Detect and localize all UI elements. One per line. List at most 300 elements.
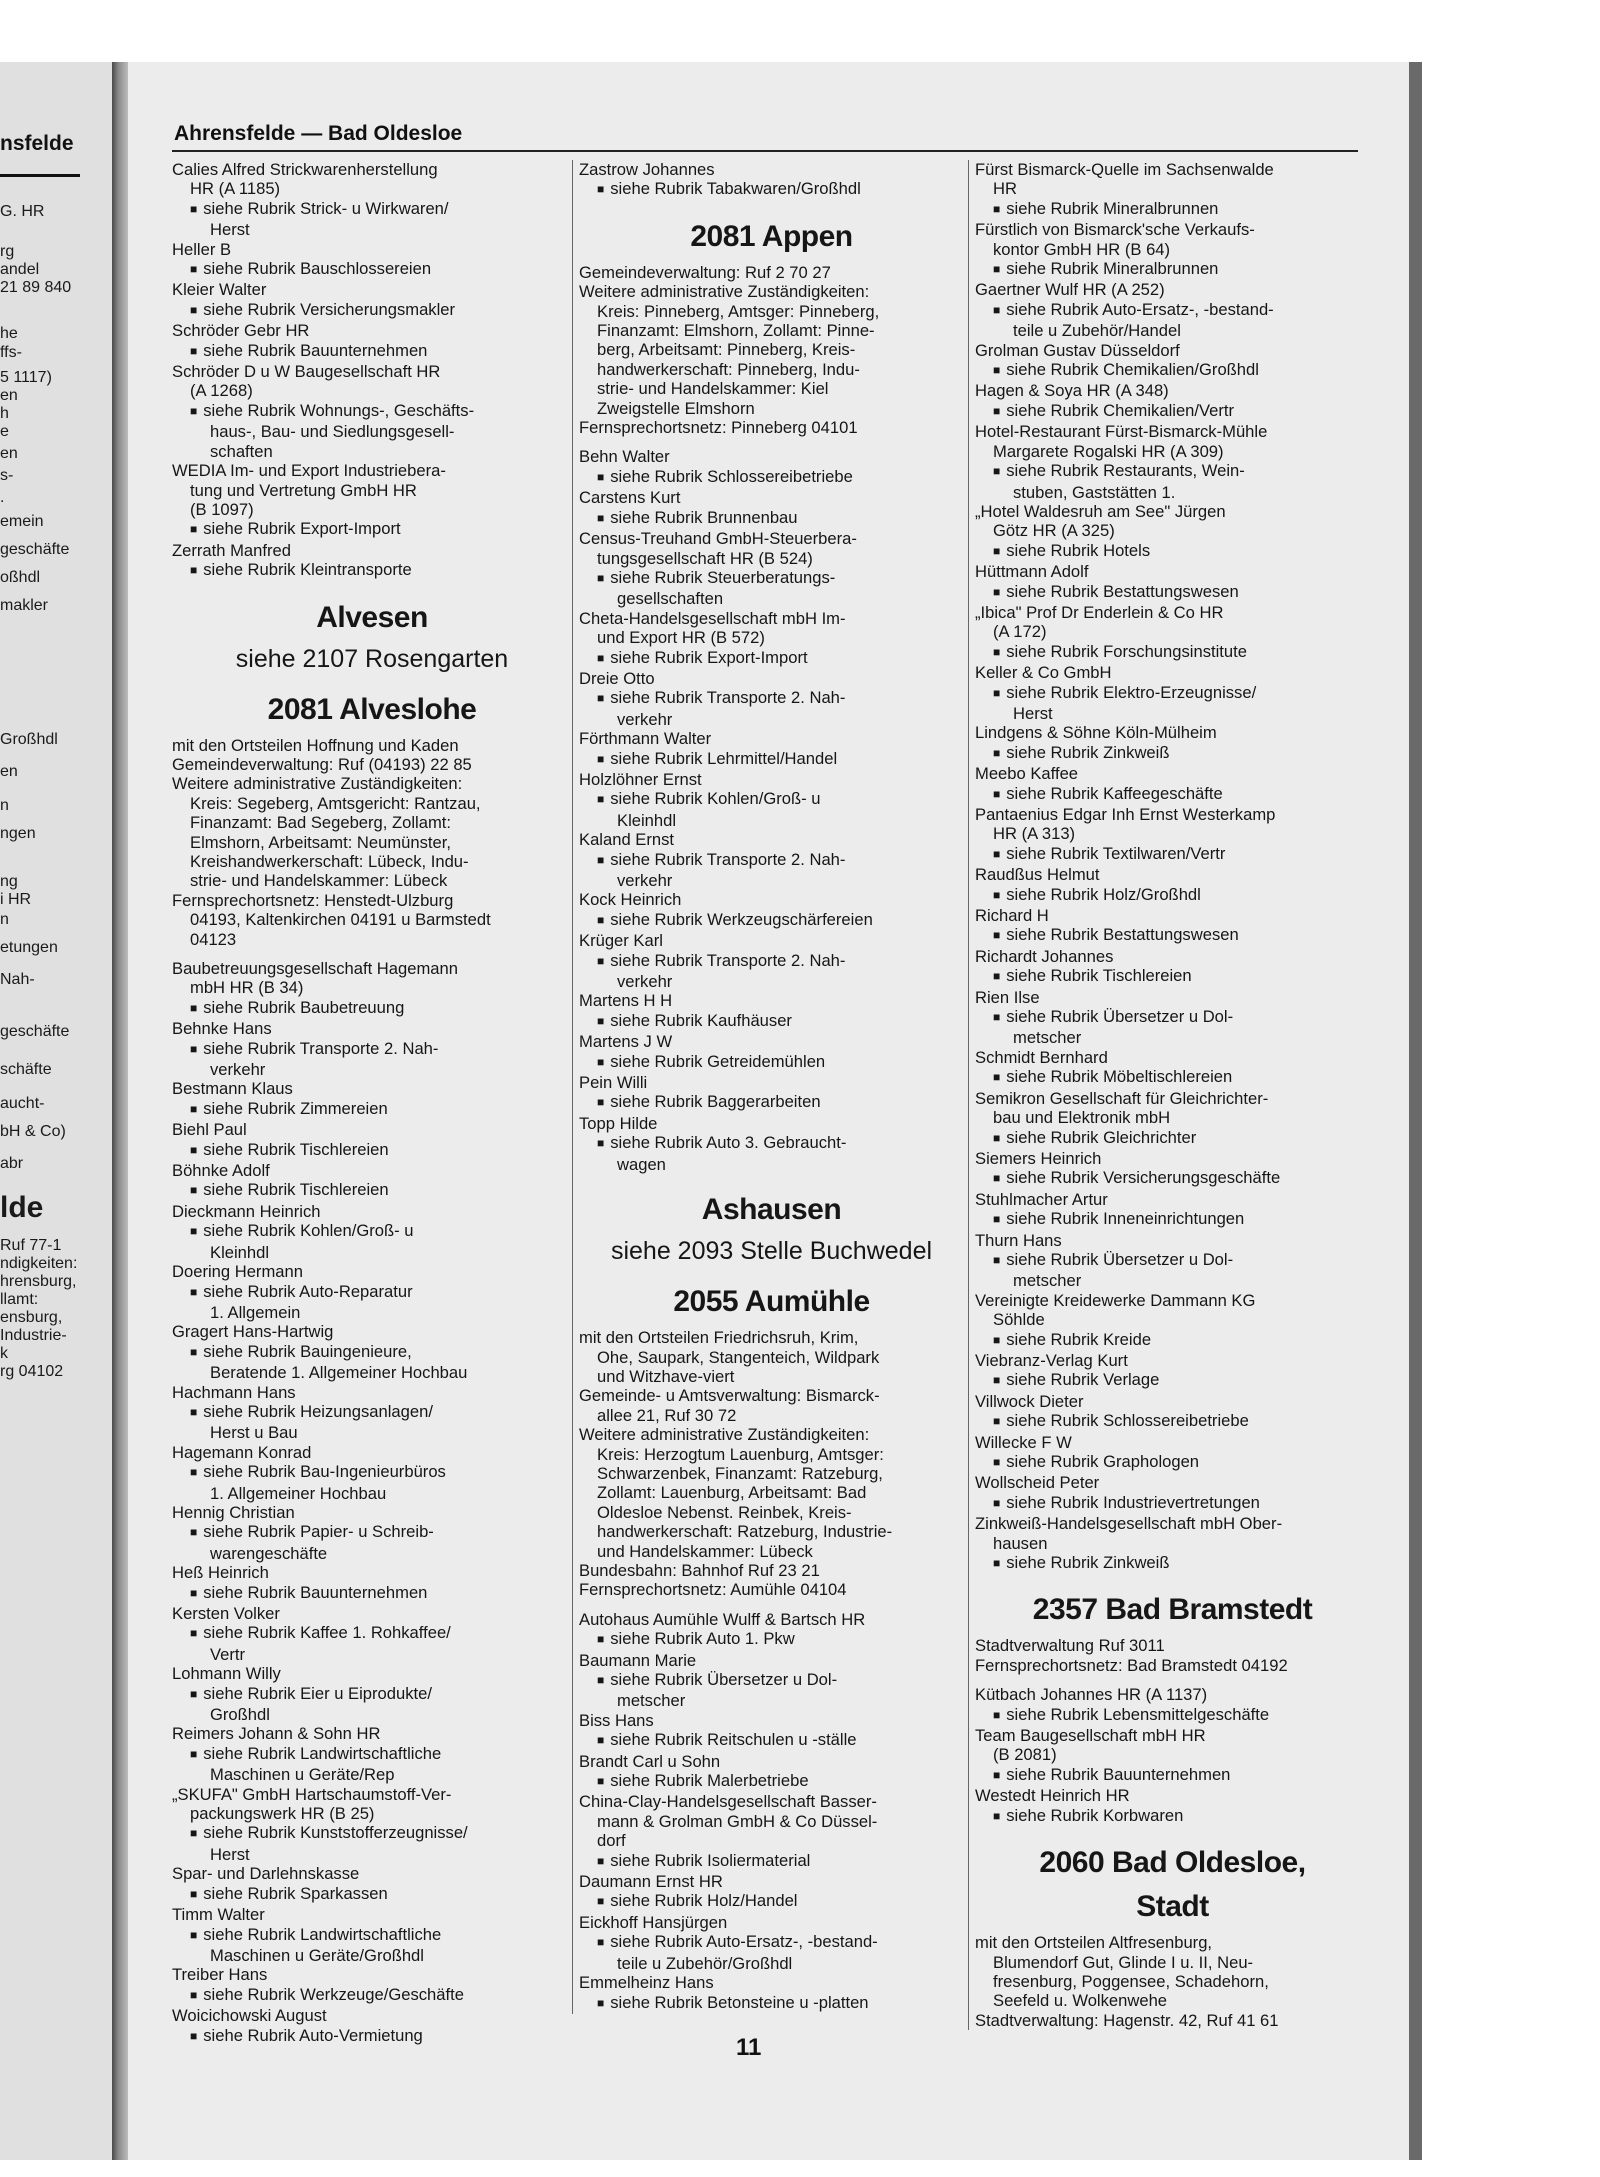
- rubric-reference: ■ siehe Rubrik Bau-Ingenieurbüros: [172, 1462, 572, 1483]
- rubric-reference-continued: stuben, Gaststätten 1.: [1013, 482, 1176, 502]
- right-page-edge: [1409, 62, 1422, 2160]
- rubric-reference: ■ siehe Rubrik Verlage: [975, 1370, 1370, 1391]
- entry-name: Grolman Gustav Düsseldorf: [975, 340, 1180, 360]
- left-page-rule: [0, 174, 80, 177]
- rubric-reference-continued: Herst u Bau: [210, 1423, 298, 1443]
- town-info: Bundesbahn: Bahnhof Ruf 23 21: [579, 1560, 820, 1580]
- town-info-continued: 04123: [190, 929, 237, 949]
- rubric-reference: ■ siehe Rubrik Kaufhäuser: [579, 1011, 964, 1032]
- left-page-fragment: ffs-: [0, 344, 22, 361]
- rubric-reference-continued: Vertr: [210, 1644, 246, 1664]
- left-page-fragment: oßhdl: [0, 569, 41, 586]
- rubric-reference: ■ siehe Rubrik Transporte 2. Nah-: [579, 850, 964, 871]
- rubric-reference: ■ siehe Rubrik Transporte 2. Nah-: [579, 951, 964, 972]
- left-page-header: nsfelde: [0, 132, 74, 155]
- left-page-fragment: ngen: [0, 825, 36, 842]
- entry-name-continued: tungsgesellschaft HR (B 524): [597, 548, 813, 568]
- entry-name: Eickhoff Hansjürgen: [579, 1912, 728, 1932]
- entry-name: Zerrath Manfred: [172, 540, 291, 560]
- entry-name: Cheta-Handelsgesellschaft mbH Im-: [579, 608, 846, 628]
- left-page-fragment: 5 1117): [0, 369, 52, 386]
- entry-name: Hotel-Restaurant Fürst-Bismarck-Mühle: [975, 422, 1268, 442]
- left-page-fragment: s-: [0, 467, 14, 484]
- entry-name-continued: packungswerk HR (B 25): [190, 1804, 375, 1824]
- entry-name: „Ibica" Prof Dr Enderlein & Co HR: [975, 602, 1224, 622]
- entry-name: Daumann Ernst HR: [579, 1872, 723, 1892]
- rubric-reference: ■ siehe Rubrik Möbeltischlereien: [975, 1067, 1370, 1088]
- rubric-reference: ■ siehe Rubrik Inneneinrichtungen: [975, 1209, 1370, 1230]
- entry-name: Raudßus Helmut: [975, 865, 1100, 885]
- town-info-continued: Finanzamt: Elmshorn, Zollamt: Pinne-: [597, 321, 875, 341]
- entry-name-continued: mbH HR (B 34): [190, 978, 304, 998]
- entry-name-continued: HR (A 1185): [190, 179, 281, 199]
- rubric-reference-continued: verkehr: [210, 1060, 266, 1080]
- left-page-fragment: abr: [0, 1155, 24, 1172]
- left-page-fragment: 21 89 840: [0, 279, 72, 296]
- rubric-reference: ■ siehe Rubrik Tischlereien: [172, 1140, 572, 1161]
- entry-name: Pein Willi: [579, 1073, 648, 1093]
- entry-name: Villwock Dieter: [975, 1391, 1084, 1411]
- town-info-continued: Kreis: Pinneberg, Amtsger: Pinneberg,: [597, 301, 880, 321]
- entry-name: Westedt Heinrich HR: [975, 1786, 1130, 1806]
- rubric-reference: ■ siehe Rubrik Papier- u Schreib-: [172, 1522, 572, 1543]
- town-info-continued: Seefeld u. Wolkenwehe: [993, 1991, 1168, 2011]
- entry-name: Behnke Hans: [172, 1019, 272, 1039]
- town-info: Fernsprechortsnetz: Pinneberg 04101: [579, 418, 858, 438]
- entry-name-continued: HR (A 313): [993, 824, 1076, 844]
- entry-name: Gaertner Wulf HR (A 252): [975, 280, 1165, 300]
- left-page-fragment: ensburg,: [0, 1309, 63, 1326]
- town-info-continued: fresenburg, Poggensee, Schadehorn,: [993, 1971, 1269, 1991]
- rubric-reference: ■ siehe Rubrik Zinkweiß: [975, 1553, 1370, 1574]
- rubric-reference: ■ siehe Rubrik Versicherungsgeschäfte: [975, 1168, 1370, 1189]
- entry-name: Treiber Hans: [172, 1965, 268, 1985]
- entry-name: Hüttmann Adolf: [975, 562, 1089, 582]
- entry-name: Calies Alfred Strickwarenherstellung: [172, 160, 438, 179]
- left-page-fragment: rg 04102: [0, 1363, 64, 1380]
- rubric-reference: ■ siehe Rubrik Chemikalien/Großhdl: [975, 360, 1370, 381]
- left-page-fragment: schäfte: [0, 1061, 52, 1078]
- town-info-continued: Zollamt: Lauenburg, Arbeitsamt: Bad: [597, 1483, 867, 1503]
- town-info-continued: 04193, Kaltenkirchen 04191 u Barmstedt: [190, 910, 491, 930]
- rubric-reference: ■ siehe Rubrik Korbwaren: [975, 1806, 1370, 1827]
- rubric-reference: ■ siehe Rubrik Werkzeugschärfereien: [579, 910, 964, 931]
- rubric-reference-continued: 1. Allgemein: [210, 1302, 301, 1322]
- entry-name: Fürstlich von Bismarck'sche Verkaufs-: [975, 220, 1255, 240]
- town-info: mit den Ortsteilen Friedrichsruh, Krim,: [579, 1328, 859, 1348]
- rubric-reference: ■ siehe Rubrik Bauunternehmen: [172, 1583, 572, 1604]
- left-page-fragment: ndigkeiten:: [0, 1255, 78, 1272]
- rubric-reference: ■ siehe Rubrik Isoliermaterial: [579, 1851, 964, 1872]
- town-info-continued: strie- und Handelskammer: Lübeck: [190, 871, 448, 891]
- entry-name: Kock Heinrich: [579, 890, 682, 910]
- entry-name: Viebranz-Verlag Kurt: [975, 1350, 1128, 1370]
- entry-name: Holzlöhner Ernst: [579, 769, 702, 789]
- rubric-reference: ■ siehe Rubrik Mineralbrunnen: [975, 259, 1370, 280]
- entry-name: Meebo Kaffee: [975, 764, 1079, 784]
- column-1: [172, 160, 572, 2047]
- left-page-fragment: i HR: [0, 891, 32, 908]
- rubric-reference: ■ siehe Rubrik Malerbetriebe: [579, 1771, 964, 1792]
- entry-name: Hachmann Hans: [172, 1382, 296, 1402]
- entry-name: Biehl Paul: [172, 1120, 247, 1140]
- entry-name: Bestmann Klaus: [172, 1079, 293, 1099]
- rubric-reference: ■ siehe Rubrik Werkzeuge/Geschäfte: [172, 1985, 572, 2006]
- town-heading: 2357 Bad Bramstedt: [1032, 1593, 1313, 1627]
- town-info: Gemeindeverwaltung: Ruf 2 70 27: [579, 262, 831, 282]
- entry-name: Dreie Otto: [579, 668, 655, 688]
- column-2: [572, 160, 964, 2014]
- left-page-fragment: rg: [0, 243, 15, 260]
- rubric-reference: ■ siehe Rubrik Auto-Reparatur: [172, 1282, 572, 1303]
- town-heading: Alvesen: [316, 600, 428, 634]
- entry-name: Kleier Walter: [172, 280, 267, 300]
- entry-name: Behn Walter: [579, 447, 670, 467]
- rubric-reference-continued: metscher: [617, 1691, 686, 1711]
- entry-name: „SKUFA" GmbH Hartschaumstoff-Ver-: [172, 1784, 452, 1804]
- town-heading: 2055 Aumühle: [673, 1285, 870, 1319]
- entry-name-continued: Götz HR (A 325): [993, 521, 1115, 541]
- rubric-reference: ■ siehe Rubrik Lehrmittel/Handel: [579, 749, 964, 770]
- rubric-reference-continued: Herst: [210, 220, 250, 240]
- left-page-fragment: andel: [0, 261, 40, 278]
- rubric-reference: ■ siehe Rubrik Chemikalien/Vertr: [975, 401, 1370, 422]
- entry-name: Vereinigte Kreidewerke Dammann KG: [975, 1290, 1256, 1310]
- left-page-fragment: k: [0, 1345, 8, 1362]
- entry-name-continued: (B 2081): [993, 1745, 1057, 1765]
- rubric-reference: ■ siehe Rubrik Hotels: [975, 541, 1370, 562]
- rubric-reference: ■ siehe Rubrik Bauunternehmen: [172, 341, 572, 362]
- left-page-fragment: geschäfte: [0, 541, 70, 558]
- entry-name-continued: (A 172): [993, 622, 1047, 642]
- rubric-reference-continued: metscher: [1013, 1271, 1082, 1291]
- rubric-reference-continued: warengeschäfte: [210, 1543, 328, 1563]
- left-page-fragment: aucht-: [0, 1095, 45, 1112]
- town-info-continued: und Handelskammer: Lübeck: [597, 1541, 813, 1561]
- rubric-reference-continued: schaften: [210, 441, 273, 461]
- entry-name: Martens H H: [579, 991, 673, 1011]
- entry-name: Kersten Volker: [172, 1604, 280, 1623]
- rubric-reference-continued: verkehr: [617, 972, 673, 992]
- left-page-fragment: en: [0, 445, 18, 462]
- entry-name: Richardt Johannes: [975, 946, 1114, 966]
- rubric-reference: ■ siehe Rubrik Lebensmittelgeschäfte: [975, 1705, 1370, 1726]
- rubric-reference-continued: Herst: [210, 1844, 250, 1864]
- rubric-reference: ■ siehe Rubrik Strick- u Wirkwaren/: [172, 199, 572, 220]
- page-number: 11: [736, 2034, 762, 2061]
- entry-name: Team Baugesellschaft mbH HR: [975, 1726, 1206, 1746]
- rubric-reference: ■ siehe Rubrik Kreide: [975, 1330, 1370, 1351]
- rubric-reference: ■ siehe Rubrik Export-Import: [172, 519, 572, 540]
- entry-name: Hagen & Soya HR (A 348): [975, 381, 1169, 401]
- left-page-fragment: n: [0, 911, 9, 928]
- rubric-reference-continued: wagen: [617, 1154, 666, 1174]
- left-page-fragment: emein: [0, 513, 44, 530]
- entry-name: Gragert Hans-Hartwig: [172, 1322, 334, 1342]
- rubric-reference-continued: Maschinen u Geräte/Großhdl: [210, 1945, 424, 1965]
- town-info: Gemeinde- u Amtsverwaltung: Bismarck-: [579, 1386, 880, 1406]
- rubric-reference: ■ siehe Rubrik Export-Import: [579, 648, 964, 669]
- town-info-continued: handwerkerschaft: Pinneberg, Indu-: [597, 359, 860, 379]
- entry-name: Schröder D u W Baugesellschaft HR: [172, 362, 441, 382]
- entry-name: Dieckmann Heinrich: [172, 1201, 321, 1221]
- rubric-reference: ■ siehe Rubrik Bauingenieure,: [172, 1342, 572, 1363]
- rubric-reference: ■ siehe Rubrik Industrievertretungen: [975, 1493, 1370, 1514]
- entry-name: „Hotel Waldesruh am See" Jürgen: [975, 501, 1226, 521]
- entry-name-continued: (A 1268): [190, 381, 253, 401]
- rubric-reference: ■ siehe Rubrik Schlossereibetriebe: [975, 1411, 1370, 1432]
- rubric-reference: ■ siehe Rubrik Mineralbrunnen: [975, 199, 1370, 220]
- rubric-reference: ■ siehe Rubrik Kleintransporte: [172, 560, 572, 581]
- rubric-reference: ■ siehe Rubrik Übersetzer u Dol-: [975, 1007, 1370, 1028]
- entry-name: Zinkweiß-Handelsgesellschaft mbH Ober-: [975, 1514, 1283, 1534]
- entry-name: Richard H: [975, 906, 1049, 926]
- entry-name: Zastrow Johannes: [579, 160, 715, 179]
- entry-name: Reimers Johann & Sohn HR: [172, 1724, 381, 1744]
- entry-name-continued: dorf: [597, 1831, 626, 1851]
- left-page-fragment: geschäfte: [0, 1023, 70, 1040]
- town-info: Weitere administrative Zuständigkeiten:: [579, 1425, 870, 1445]
- town-info: Fernsprechortsnetz: Bad Bramstedt 04192: [975, 1655, 1288, 1675]
- entry-name: Pantaenius Edgar Inh Ernst Westerkamp: [975, 805, 1276, 824]
- town-info-continued: Schwarzenbek, Finanzamt: Ratzeburg,: [597, 1463, 883, 1483]
- left-page-edge: [0, 62, 112, 2160]
- spacer: [172, 949, 572, 959]
- town-info-continued: Kreishandwerkerschaft: Lübeck, Indu-: [190, 851, 469, 871]
- rubric-reference: ■ siehe Rubrik Tischlereien: [172, 1180, 572, 1201]
- rubric-reference: ■ siehe Rubrik Holz/Großhdl: [975, 885, 1370, 906]
- entry-name: Woicichowski August: [172, 2006, 327, 2026]
- entry-name-continued: Söhlde: [993, 1310, 1045, 1330]
- entry-name-continued: hausen: [993, 1533, 1048, 1553]
- rubric-reference: ■ siehe Rubrik Bestattungswesen: [975, 925, 1370, 946]
- directory-page: [128, 62, 1409, 2160]
- town-info-continued: Kreis: Herzogtum Lauenburg, Amtsger:: [597, 1444, 884, 1464]
- entry-name: Kaland Ernst: [579, 830, 675, 850]
- town-heading: 2081 Appen: [690, 219, 853, 253]
- town-info: Fernsprechortsnetz: Henstedt-Ulzburg: [172, 890, 454, 910]
- entry-name: China-Clay-Handelsgesellschaft Basser-: [579, 1792, 877, 1812]
- rubric-reference: ■ siehe Rubrik Transporte 2. Nah-: [579, 688, 964, 709]
- rubric-reference: ■ siehe Rubrik Versicherungsmakler: [172, 300, 572, 321]
- left-page-fragment: ng: [0, 873, 18, 890]
- left-page-fragment: hrensburg,: [0, 1273, 77, 1290]
- rubric-reference: ■ siehe Rubrik Steuerberatungs-: [579, 568, 964, 589]
- entry-name: Semikron Gesellschaft für Gleichrichter-: [975, 1088, 1269, 1108]
- town-info-continued: strie- und Handelskammer: Kiel: [597, 379, 829, 399]
- rubric-reference: ■ siehe Rubrik Getreidemühlen: [579, 1052, 964, 1073]
- rubric-reference-continued: gesellschaften: [617, 589, 724, 609]
- entry-name-continued: HR: [993, 179, 1017, 199]
- rubric-reference: ■ siehe Rubrik Zimmereien: [172, 1099, 572, 1120]
- left-page-fragment: Großhdl: [0, 731, 58, 748]
- left-page-fragment: Industrie-: [0, 1327, 67, 1344]
- entry-name: Thurn Hans: [975, 1230, 1062, 1250]
- town-heading: 2060 Bad Oldesloe,: [1039, 1846, 1306, 1880]
- town-info-continued: Oldesloe Nebenst. Reinbek, Kreis-: [597, 1502, 852, 1522]
- rubric-reference: ■ siehe Rubrik Kaffee 1. Rohkaffee/: [172, 1623, 572, 1644]
- book-gutter: [112, 62, 128, 2160]
- rubric-reference: ■ siehe Rubrik Holz/Handel: [579, 1891, 964, 1912]
- entry-name: Brandt Carl u Sohn: [579, 1751, 721, 1771]
- left-page-fragment: h: [0, 405, 9, 422]
- rubric-reference: ■ siehe Rubrik Elektro-Erzeugnisse/: [975, 683, 1370, 704]
- town-info: Stadtverwaltung Ruf 3011: [975, 1636, 1165, 1656]
- town-info-continued: handwerkerschaft: Ratzeburg, Industrie-: [597, 1522, 893, 1542]
- entry-name: Hagemann Konrad: [172, 1442, 312, 1462]
- rubric-reference: ■ siehe Rubrik Auto 1. Pkw: [579, 1629, 964, 1650]
- town-info: Weitere administrative Zuständigkeiten:: [579, 282, 870, 302]
- rubric-reference: ■ siehe Rubrik Wohnungs-, Geschäfts-: [172, 401, 572, 422]
- rubric-reference: ■ siehe Rubrik Landwirtschaftliche: [172, 1744, 572, 1765]
- town-info-continued: Elmshorn, Arbeitsamt: Neumünster,: [190, 832, 451, 852]
- entry-name: Schröder Gebr HR: [172, 321, 310, 341]
- rubric-reference: ■ siehe Rubrik Übersetzer u Dol-: [975, 1250, 1370, 1271]
- entry-name-continued: Margarete Rogalski HR (A 309): [993, 441, 1224, 461]
- entry-name: Willecke F W: [975, 1432, 1072, 1452]
- town-info: Stadtverwaltung: Hagenstr. 42, Ruf 41 61: [975, 2010, 1279, 2030]
- entry-name-continued: (B 1097): [190, 499, 254, 519]
- entry-name: Emmelheinz Hans: [579, 1973, 714, 1993]
- rubric-reference: ■ siehe Rubrik Tischlereien: [975, 966, 1370, 987]
- town-heading: Ashausen: [701, 1193, 842, 1227]
- town-info: Weitere administrative Zuständigkeiten:: [172, 774, 463, 794]
- see-reference: siehe 2107 Rosengarten: [235, 644, 509, 673]
- rubric-reference: ■ siehe Rubrik Restaurants, Wein-: [975, 461, 1370, 482]
- rubric-reference: ■ siehe Rubrik Kohlen/Groß- u: [579, 789, 964, 810]
- left-page-fragment: bH & Co): [0, 1123, 66, 1140]
- entry-name: WEDIA Im- und Export Industrieberа-: [172, 461, 446, 481]
- rubric-reference-continued: Großhdl: [210, 1705, 270, 1725]
- entry-name: Fürst Bismarck-Quelle im Sachsenwalde: [975, 160, 1274, 179]
- entry-name: Krüger Karl: [579, 931, 663, 951]
- left-page-fragment: lde: [0, 1191, 44, 1224]
- entry-name: Baubetreuungsgesellschaft Hagemann: [172, 959, 458, 978]
- left-page-fragment: en: [0, 763, 18, 780]
- rubric-reference-continued: Kleinhdl: [210, 1242, 270, 1262]
- rubric-reference: ■ siehe Rubrik Kohlen/Groß- u: [172, 1221, 572, 1242]
- entry-name: Heller B: [172, 239, 232, 259]
- column-3: [968, 160, 1370, 2030]
- entry-name: Census-Treuhand GmbH-Steuerbera-: [579, 529, 857, 549]
- entry-name: Stuhlmacher Artur: [975, 1189, 1108, 1209]
- rubric-reference: ■ siehe Rubrik Schlossereibetriebe: [579, 467, 964, 488]
- rubric-reference: ■ siehe Rubrik Textilwaren/Vertr: [975, 844, 1370, 865]
- town-info: mit den Ortsteilen Hoffnung und Kaden: [172, 735, 459, 755]
- rubric-reference: ■ siehe Rubrik Bauunternehmen: [975, 1765, 1370, 1786]
- entry-name: Schmidt Bernhard: [975, 1047, 1108, 1067]
- left-page-fragment: etungen: [0, 939, 58, 956]
- rubric-reference: ■ siehe Rubrik Brunnenbau: [579, 508, 964, 529]
- town-info-continued: berg, Arbeitsamt: Pinneberg, Kreis-: [597, 340, 856, 360]
- entry-name: Wollscheid Peter: [975, 1473, 1100, 1493]
- left-page-fragment: en: [0, 387, 18, 404]
- rubric-reference-continued: Kleinhdl: [617, 810, 677, 830]
- rubric-reference: ■ siehe Rubrik Gleichrichter: [975, 1128, 1370, 1149]
- rubric-reference: ■ siehe Rubrik Kunststofferzeugnisse/: [172, 1823, 572, 1844]
- entry-name: Kütbach Johannes HR (A 1137): [975, 1685, 1208, 1705]
- entry-name: Autohaus Aumühle Wulff & Bartsch HR: [579, 1609, 866, 1629]
- rubric-reference: ■ siehe Rubrik Auto-Ersatz-, -bestand-: [975, 300, 1370, 321]
- left-page-fragment: e: [0, 423, 9, 440]
- town-info-continued: Blumendorf Gut, Glinde I u. II, Neu-: [993, 1952, 1254, 1972]
- rubric-reference-continued: Maschinen u Geräte/Rep: [210, 1765, 395, 1785]
- town-info-continued: allee 21, Ruf 30 72: [597, 1405, 737, 1425]
- spacer: [579, 437, 964, 447]
- rubric-reference: ■ siehe Rubrik Forschungsinstitute: [975, 642, 1370, 663]
- entry-name: Martens J W: [579, 1032, 673, 1052]
- spacer: [579, 1600, 964, 1610]
- left-page-fragment: makler: [0, 597, 49, 614]
- entry-name: Förthmann Walter: [579, 729, 712, 749]
- rubric-reference-continued: 1. Allgemeiner Hochbau: [210, 1483, 387, 1503]
- town-info: mit den Ortsteilen Altfresenburg,: [975, 1933, 1213, 1953]
- see-reference: siehe 2093 Stelle Buchwedel: [610, 1237, 933, 1266]
- town-heading-continued: Stadt: [1136, 1890, 1209, 1924]
- left-page-fragment: Nah-: [0, 971, 35, 988]
- entry-name: Baumann Marie: [579, 1650, 697, 1670]
- entry-name: Doering Hermann: [172, 1262, 303, 1282]
- rubric-reference: ■ siehe Rubrik Baggerarbeiten: [579, 1092, 964, 1113]
- town-info-continued: Ohe, Saupark, Stangenteich, Wildpark: [597, 1347, 880, 1367]
- rubric-reference: ■ siehe Rubrik Tabakwaren/Großhdl: [579, 179, 964, 200]
- left-page-fragment: Ruf 77-1: [0, 1237, 62, 1254]
- rubric-reference: ■ siehe Rubrik Auto-Ersatz-, -bestand-: [579, 1932, 964, 1953]
- rubric-reference-continued: Beratende 1. Allgemeiner Hochbau: [210, 1363, 468, 1383]
- rubric-reference: ■ siehe Rubrik Bestattungswesen: [975, 582, 1370, 603]
- entry-name: Rien Ilse: [975, 987, 1040, 1007]
- entry-name: Timm Walter: [172, 1905, 265, 1925]
- rubric-reference: ■ siehe Rubrik Kaffeegeschäfte: [975, 784, 1370, 805]
- rubric-reference-continued: Herst: [1013, 703, 1053, 723]
- entry-name: Böhnke Adolf: [172, 1161, 270, 1181]
- rubric-reference: ■ siehe Rubrik Auto-Vermietung: [172, 2026, 572, 2047]
- entry-name: Hennig Christian: [172, 1502, 295, 1522]
- town-info: Fernsprechortsnetz: Aumühle 04104: [579, 1580, 847, 1600]
- rubric-reference-continued: verkehr: [617, 871, 673, 890]
- left-page-fragment: G. HR: [0, 203, 45, 220]
- town-info-continued: Kreis: Segeberg, Amtsgericht: Rantzau,: [190, 793, 481, 813]
- rubric-reference: ■ siehe Rubrik Landwirtschaftliche: [172, 1925, 572, 1946]
- rubric-reference: ■ siehe Rubrik Sparkassen: [172, 1884, 572, 1905]
- entry-name: Spar- und Darlehnskasse: [172, 1864, 360, 1884]
- town-info-continued: Zweigstelle Elmshorn: [597, 398, 755, 418]
- rubric-reference: ■ siehe Rubrik Eier u Eiprodukte/: [172, 1684, 572, 1705]
- rubric-reference-continued: verkehr: [617, 709, 673, 729]
- rubric-reference: ■ siehe Rubrik Baubetreuung: [172, 998, 572, 1019]
- entry-name: Carstens Kurt: [579, 488, 681, 508]
- town-info: Gemeindeverwaltung: Ruf (04193) 22 85: [172, 754, 472, 774]
- entry-name: Heß Heinrich: [172, 1563, 269, 1583]
- entry-name-continued: und Export HR (B 572): [597, 628, 765, 648]
- left-page-fragment: llamt:: [0, 1291, 39, 1308]
- town-info-continued: Finanzamt: Bad Segeberg, Zollamt:: [190, 813, 452, 833]
- entry-name-continued: mann & Grolman GmbH & Co Düssel-: [597, 1811, 878, 1831]
- entry-name: Lindgens & Söhne Köln-Mülheim: [975, 723, 1217, 743]
- entry-name: Topp Hilde: [579, 1113, 658, 1133]
- header-rule: [172, 150, 1358, 152]
- rubric-reference: ■ siehe Rubrik Betonsteine u -platten: [579, 1993, 964, 2014]
- rubric-reference: ■ siehe Rubrik Übersetzer u Dol-: [579, 1670, 964, 1691]
- town-heading: 2081 Alveslohe: [267, 692, 477, 726]
- town-info-continued: und Witzhave-viert: [597, 1366, 735, 1386]
- spacer: [975, 1675, 1370, 1685]
- entry-name: Lohmann Willy: [172, 1664, 281, 1684]
- rubric-reference: ■ siehe Rubrik Reitschulen u -ställe: [579, 1730, 964, 1751]
- entry-name: Keller & Co GmbH: [975, 663, 1112, 683]
- left-page-fragment: he: [0, 325, 18, 342]
- entry-name: Biss Hans: [579, 1710, 654, 1730]
